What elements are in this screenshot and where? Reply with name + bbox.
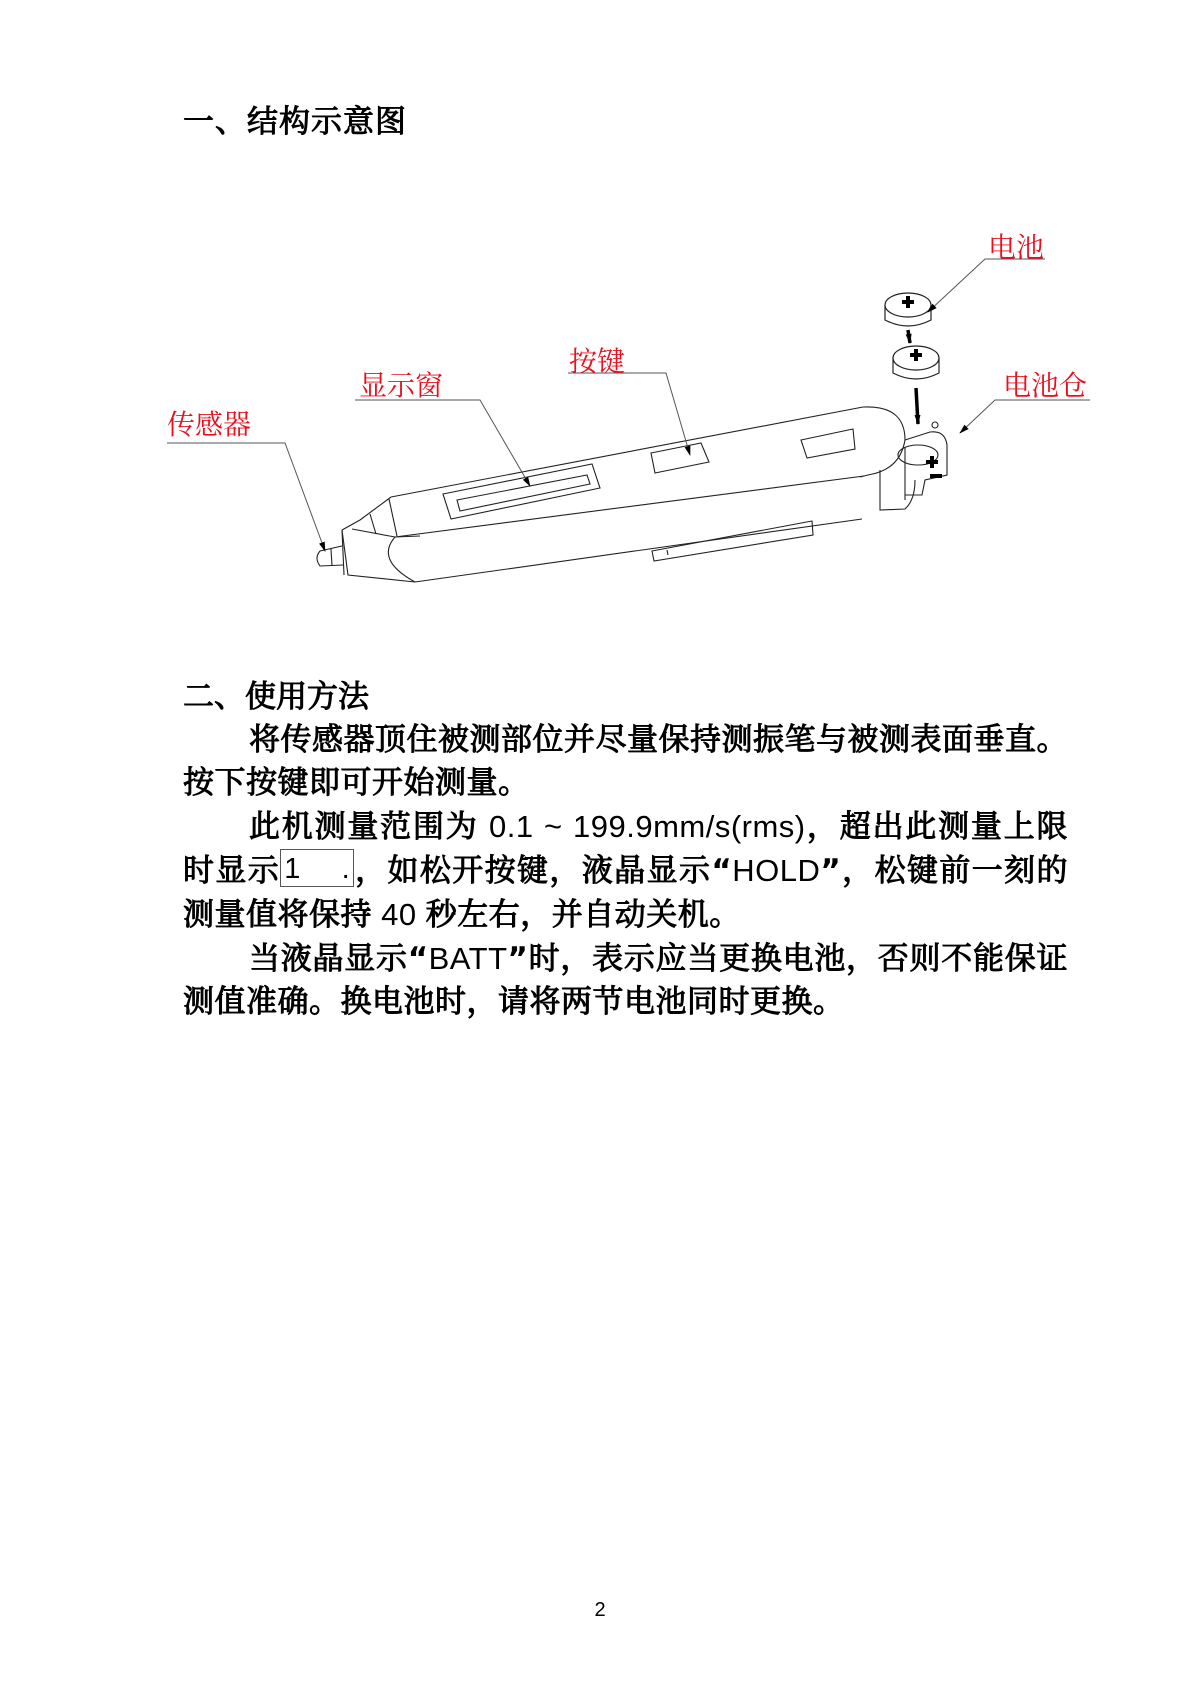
lcd-dot: . <box>341 853 351 885</box>
text: 此机测量范围为 <box>249 809 479 845</box>
hold-text: HOLD <box>732 853 821 888</box>
lcd-digit: 1 <box>284 853 301 885</box>
overflow-lcd-display <box>280 849 354 887</box>
text: ”，松键前一刻的测量值将保持 <box>183 853 1069 933</box>
vibration-pen-drawing <box>0 0 1200 640</box>
label-sensor: 传感器 <box>167 408 252 441</box>
label-button: 按键 <box>569 345 626 378</box>
structure-diagram <box>0 0 1200 640</box>
page-number: 2 <box>594 1599 606 1621</box>
label-battery: 电池 <box>988 231 1045 264</box>
usage-paragraph-3 <box>183 937 1068 1024</box>
section-2-heading: 二、使用方法 <box>183 679 369 715</box>
text: ，如松开按键，液晶显示“ <box>354 853 733 889</box>
section-1-heading: 一、结构示意图 <box>183 104 407 140</box>
batt-text: BATT <box>428 941 508 976</box>
usage-section <box>183 676 1068 1024</box>
text: 秒左右，并自动关机。 <box>425 897 741 933</box>
hold-seconds: 40 <box>372 897 426 932</box>
text: ”时，表示应当更换电池，否则不能保证测值准确。换电池时，请将两节电池同时更换。 <box>183 941 1069 1020</box>
usage-paragraph-2 <box>183 805 1068 937</box>
text: ，超出此测量上限时显示 <box>183 809 1069 889</box>
label-battery-compartment: 电池仓 <box>1003 369 1088 402</box>
label-display-window: 显示窗 <box>359 369 444 402</box>
usage-paragraph-1: 将传感器顶住被测部位并尽量保持测振笔与被测表面垂直。按下按键即可开始测量。 <box>183 722 1068 801</box>
measurement-range: 0.1 ~ 199.9mm/s(rms) <box>478 809 806 844</box>
text: 当液晶显示“ <box>249 941 429 977</box>
